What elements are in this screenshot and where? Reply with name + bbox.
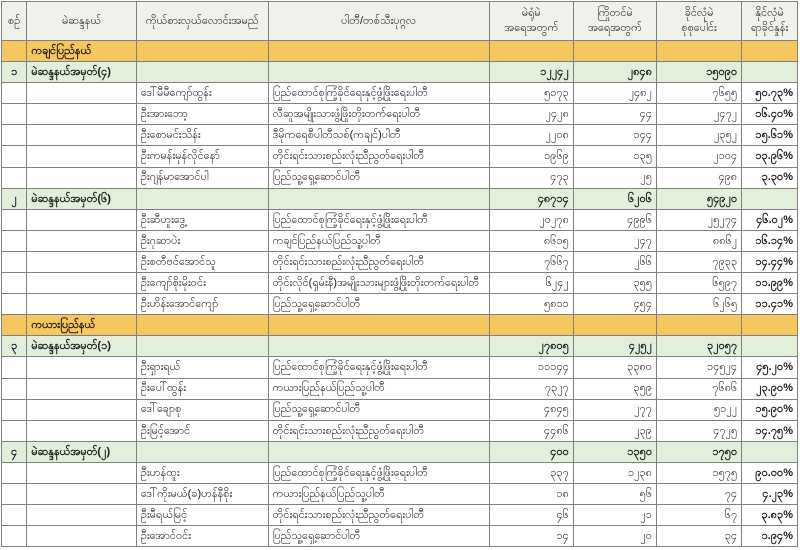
constituency-total-row-cell: ၁ (2, 62, 27, 83)
candidate-row (2, 420, 798, 441)
candidate-row-cell (2, 167, 27, 188)
candidate-row-cell: ဦးဂျန်မာအောင်ပါ (136, 167, 268, 188)
candidate-row-cell: ၃၅၅ (573, 273, 656, 294)
candidate-row-cell: ဦးဆီဟူးဒွေ့ (136, 209, 268, 230)
constituency-total-row (2, 441, 798, 462)
candidate-row-cell: ၃.၃၀% (742, 167, 798, 188)
candidate-row-cell: ပြည်သူ့ရှေ့ဆောင်ပါတီ (268, 399, 489, 420)
candidate-row (2, 125, 798, 146)
candidate-row (2, 209, 798, 230)
constituency-total-row-cell: ၆၂၀၆ (573, 188, 656, 209)
candidate-row (2, 462, 798, 483)
candidate-row-cell: ၅၆ (573, 483, 656, 504)
candidate-row-cell: ၁၆.၁၄% (742, 230, 798, 251)
candidate-row-cell: ၄၉၈ (657, 167, 742, 188)
candidate-row-cell: ၄၉၉၆ (573, 209, 656, 230)
candidate-row-cell: ဦးဟိန်းအောင်ကျော် (136, 294, 268, 315)
candidate-row-cell: ၂၅ (573, 167, 656, 188)
candidate-row-cell: ၄၈၄၅ (489, 399, 573, 420)
state-row-cell (657, 41, 742, 62)
candidate-row-cell (27, 505, 137, 526)
candidate-row-cell: ၂၁၀၄ (657, 146, 742, 167)
candidate-row-cell (27, 209, 137, 230)
candidate-row-cell: တိုင်းလိုင်(ရှမ်းနီ)အမျိုးသားများဖွံ့ဖြိုးတိုးတက်ရေးပါတီ (268, 273, 489, 294)
candidate-row-cell: ၂၄၇ (573, 230, 656, 251)
constituency-total-row-cell: ၂၇၈၀၅ (489, 336, 573, 357)
candidate-row-cell: ၄.၂၃% (742, 483, 798, 504)
constituency-total-row-cell: ၄၈၇၁၄ (489, 188, 573, 209)
state-row-cell (573, 41, 656, 62)
candidate-row-cell: ဦးပေါ်ထွန်း (136, 378, 268, 399)
constituency-total-row-cell: မဲဆန္ဒနယ်အမှတ်(၆) (27, 188, 137, 209)
candidate-row-cell: ဒေါ်ချောစု (136, 399, 268, 420)
constituency-total-row-cell: ၄ (2, 441, 27, 462)
candidate-row-cell: ဦးစောမင်းသိန်း (136, 125, 268, 146)
col-constituency: မဲဆန္ဒနယ် (27, 2, 137, 41)
candidate-row-cell: ၂၁ (573, 505, 656, 526)
candidate-row-cell: ဦးစတီဗင်အောင်သူ (136, 251, 268, 272)
candidate-row-cell (2, 104, 27, 125)
candidate-row-cell (2, 125, 27, 146)
candidate-row-cell (2, 378, 27, 399)
col-advance-votes: ကြိုတင်မဲ အရေအတွက် (573, 2, 656, 41)
constituency-total-row-cell (268, 188, 489, 209)
candidate-row-cell (27, 125, 137, 146)
candidate-row-cell (2, 526, 27, 547)
candidate-row-cell: ၁၅.၉၀% (742, 399, 798, 420)
candidate-row-cell: တိုင်းရင်းသားစည်းလုံးညီညွတ်ရေးပါတီ (268, 505, 489, 526)
candidate-row-cell: ၄၅.၂၀% (742, 357, 798, 378)
candidate-row-cell (2, 273, 27, 294)
candidate-row-cell: ၉၀.၀၀% (742, 462, 798, 483)
candidate-row-cell: ၂၃၉ (573, 420, 656, 441)
candidate-row-cell: ၂၂၀၈ (489, 125, 573, 146)
candidate-row-cell (2, 483, 27, 504)
candidate-row-cell (2, 505, 27, 526)
candidate-row-cell: ၁၄၄ (573, 125, 656, 146)
candidate-row-cell: ၁၄.၇၅% (742, 420, 798, 441)
candidate-row (2, 251, 798, 272)
candidate-row-cell: ၈၈၆၂ (657, 230, 742, 251)
candidate-row-cell: ဦးကမန်းမုန်လိုင်နော် (136, 146, 268, 167)
constituency-total-row-cell: မဲဆန္ဒနယ်အမှတ်(၄) (27, 62, 137, 83)
candidate-row-cell (27, 378, 137, 399)
candidate-row-cell: ၁၆.၄၀% (742, 104, 798, 125)
state-row-cell (742, 315, 798, 336)
candidate-row-cell: ၄၇၃ (489, 167, 573, 188)
constituency-total-row (2, 336, 798, 357)
col-serial: စဉ် (2, 2, 27, 41)
col-booth-votes: မဲရုံမဲ အရေအတွက် (489, 2, 573, 41)
constituency-total-row-cell: ၅၄၉၂၀ (657, 188, 742, 209)
candidate-row-cell: လီဆူအမျိုးသားဖွံ့ဖြိုးတိုးတက်ရေးပါတီ (268, 104, 489, 125)
candidate-row-cell: ၇၉၃၃ (657, 251, 742, 272)
state-row-cell (657, 315, 742, 336)
candidate-row-cell: ၃၄ (657, 526, 742, 547)
candidate-row-cell: ၂၅၂၇၄ (657, 209, 742, 230)
constituency-total-row-cell: ၄၂၅၂ (573, 336, 656, 357)
candidate-row-cell: ကယားပြည်နယ်ပြည်သူ့ပါတီ (268, 378, 489, 399)
candidate-row-cell (27, 526, 137, 547)
candidate-row-cell: ပြည်သူ့ရှေ့ဆောင်ပါတီ (268, 294, 489, 315)
candidate-row (2, 104, 798, 125)
candidate-row-cell (27, 83, 137, 104)
constituency-total-row-cell: ၁၃၅၀ (573, 441, 656, 462)
constituency-total-row-cell: ၂၈၄၈ (573, 62, 656, 83)
candidate-row-cell: ၁၁၁၄၄ (489, 357, 573, 378)
candidate-row-cell: ၄၇၂၅ (657, 420, 742, 441)
candidate-row-cell: ၆၇ (657, 505, 742, 526)
constituency-total-row (2, 62, 798, 83)
constituency-total-row-cell (742, 62, 798, 83)
constituency-total-row-cell (742, 336, 798, 357)
candidate-row-cell (2, 399, 27, 420)
candidate-row (2, 378, 798, 399)
state-row (2, 315, 798, 336)
constituency-total-row-cell (742, 441, 798, 462)
candidate-row-cell: ဦးအောင်ဝင်း (136, 526, 268, 547)
candidate-row-cell (27, 357, 137, 378)
constituency-total-row-cell (136, 188, 268, 209)
candidate-row-cell: ၂၀ (573, 526, 656, 547)
candidate-row-cell: ၃.၈၃% (742, 505, 798, 526)
candidate-row (2, 83, 798, 104)
candidate-row-cell (27, 294, 137, 315)
candidate-row-cell (2, 357, 27, 378)
candidate-row-cell: ကယားပြည်နယ်ပြည်သူ့ပါတီ (268, 483, 489, 504)
candidate-row (2, 526, 798, 547)
candidate-row-cell: ၁၄.၄၄% (742, 251, 798, 272)
candidate-row-cell: ၂၄၂၈ (489, 104, 573, 125)
table-header (2, 2, 798, 41)
candidate-row-cell (27, 146, 137, 167)
candidate-row-cell: ၁၁.၄၁% (742, 294, 798, 315)
table-body (2, 41, 798, 547)
candidate-row-cell: တိုင်းရင်းသားစည်းလုံးညီညွတ်ရေးပါတီ (268, 146, 489, 167)
state-row (2, 41, 798, 62)
candidate-row-cell (27, 167, 137, 188)
candidate-row-cell: ၃၅၉ (573, 378, 656, 399)
col-candidate-name: ကိုယ်စားလှယ်လောင်းအမည် (136, 2, 268, 41)
candidate-row-cell: ဒီမိုကရေစီပါတီသစ်(ကချင်)ပါတီ (268, 125, 489, 146)
constituency-total-row-cell: ၁၇၅၀ (657, 441, 742, 462)
candidate-row-cell: ၅၈၁၁ (489, 294, 573, 315)
col-valid-percent: နိုင်လုံမဲ ရာခိုင်နှုန်း (742, 2, 798, 41)
candidate-row-cell: ၁၃၅ (573, 146, 656, 167)
candidate-row-cell (27, 399, 137, 420)
candidate-row-cell: ပြည်သူ့ရှေ့ဆောင်ပါတီ (268, 526, 489, 547)
candidate-row-cell: ၂၄၈၂ (573, 83, 656, 104)
candidate-row-cell: ပြည်ထောင်စုကြံ့ခိုင်ရေးနှင့်ဖွံ့ဖြိုးရေးပါတီ (268, 462, 489, 483)
candidate-row-cell: ၇၄ (657, 483, 742, 504)
candidate-row-cell (2, 251, 27, 272)
constituency-total-row-cell (268, 441, 489, 462)
candidate-row-cell: ဦးဂုဆာပဲး (136, 230, 268, 251)
state-row-cell (742, 41, 798, 62)
state-row-cell (573, 315, 656, 336)
constituency-total-row-cell (268, 336, 489, 357)
constituency-total-row-cell (268, 62, 489, 83)
candidate-row (2, 399, 798, 420)
candidate-row-cell: တိုင်းရင်းသားစည်းလုံးညီညွတ်ရေးပါတီ (268, 251, 489, 272)
candidate-row (2, 273, 798, 294)
candidate-row (2, 230, 798, 251)
candidate-row-cell: ၁၉၆၉ (489, 146, 573, 167)
candidate-row-cell: ၁၂၃၈ (573, 462, 656, 483)
state-row-cell (2, 315, 27, 336)
candidate-row-cell: ၇၆၈၆ (657, 378, 742, 399)
candidate-row-cell: ပြည်ထောင်စုကြံ့ခိုင်ရေးနှင့်ဖွံ့ဖြိုးရေးပါတီ (268, 209, 489, 230)
candidate-row-cell: ၁၁.၉၉% (742, 273, 798, 294)
state-row-cell (489, 315, 573, 336)
candidate-row-cell: ဦးရှားရယ် (136, 357, 268, 378)
candidate-row-cell: ပြည်ထောင်စုကြံ့ခိုင်ရေးနှင့်ဖွံ့ဖြိုးရေးပါတီ (268, 83, 489, 104)
candidate-row-cell: ဦးမီရယ်မြင့် (136, 505, 268, 526)
constituency-total-row-cell: ၁၂၂၄၂ (489, 62, 573, 83)
candidate-row-cell (2, 83, 27, 104)
candidate-row-cell: ဦးအားဘော့ (136, 104, 268, 125)
candidate-row-cell: ၁၄၅၂၄ (657, 357, 742, 378)
candidate-row-cell (27, 420, 137, 441)
col-party: ပါတီ/တစ်သီးပုဂ္ဂလ (268, 2, 489, 41)
candidate-row-cell: ၂၇၇ (573, 399, 656, 420)
candidate-row-cell (27, 273, 137, 294)
candidate-row (2, 483, 798, 504)
constituency-total-row-cell (136, 336, 268, 357)
candidate-row (2, 294, 798, 315)
candidate-row (2, 505, 798, 526)
header-row (2, 2, 798, 41)
candidate-row-cell: ၄၅၄ (573, 294, 656, 315)
candidate-row-cell: ၂၃၅၂ (657, 125, 742, 146)
candidate-row-cell: ၄၄၈၆ (489, 420, 573, 441)
candidate-row-cell: တိုင်းရင်းသားစည်းလုံးညီညွတ်ရေးပါတီ (268, 420, 489, 441)
candidate-row-cell: ၅၁၂၂ (657, 399, 742, 420)
candidate-row-cell: ၁၃.၉၆% (742, 146, 798, 167)
candidate-row (2, 146, 798, 167)
candidate-row-cell: ၇၆၅၅ (657, 83, 742, 104)
candidate-row-cell: ၁၄ (489, 526, 573, 547)
candidate-row-cell: ၅၁၇၃ (489, 83, 573, 104)
candidate-row-cell: ၂၄၇၂ (657, 104, 742, 125)
candidate-row-cell: ၄၄ (573, 104, 656, 125)
state-row-cell (268, 41, 489, 62)
candidate-row-cell: ၇၆၆၇ (489, 251, 573, 272)
candidate-row-cell: ၆၂၆၅ (657, 294, 742, 315)
candidate-row-cell: ဦးမြင့်အောင် (136, 420, 268, 441)
col-valid-total: ခိုင်လုံမဲ စုစုပေါင်း (657, 2, 742, 41)
constituency-total-row-cell: ၃၂၀၅၇ (657, 336, 742, 357)
candidate-row-cell: ၃၃၈၀ (573, 357, 656, 378)
candidate-row-cell: ဦးကျော်စိုးမိုးဝင်း (136, 273, 268, 294)
candidate-row-cell: ၁၅၇၅ (657, 462, 742, 483)
candidate-row-cell: ၃၃၇ (489, 462, 573, 483)
candidate-row-cell: ဒေါ်ကိုးမယ်(ခ)ဟန်နီစိုး (136, 483, 268, 504)
candidate-row-cell (2, 294, 27, 315)
constituency-total-row-cell: မဲဆန္ဒနယ်အမှတ်(၂) (27, 441, 137, 462)
candidate-row-cell: ၂၃.၉၀% (742, 378, 798, 399)
candidate-row-cell: ၄၆.၀၂% (742, 209, 798, 230)
candidate-row-cell: ၆၅၉၇ (657, 273, 742, 294)
constituency-total-row-cell (136, 441, 268, 462)
candidate-row-cell: ဦးဟန်ထူး (136, 462, 268, 483)
state-row-cell: ကယားပြည်နယ် (27, 315, 137, 336)
candidate-row-cell (2, 420, 27, 441)
constituency-total-row-cell: ၁၅၀၉၀ (657, 62, 742, 83)
constituency-total-row-cell (136, 62, 268, 83)
candidate-row-cell: ၈၆၁၅ (489, 230, 573, 251)
constituency-total-row (2, 188, 798, 209)
candidate-row-cell: ၁.၉၄% (742, 526, 798, 547)
state-row-cell (2, 41, 27, 62)
state-row-cell (136, 315, 268, 336)
results-table (1, 1, 798, 547)
state-row-cell: ကချင်ပြည်နယ် (27, 41, 137, 62)
candidate-row-cell (2, 146, 27, 167)
candidate-row-cell (27, 230, 137, 251)
state-row-cell (136, 41, 268, 62)
candidate-row (2, 357, 798, 378)
candidate-row-cell: ၂၀၂၇၈ (489, 209, 573, 230)
candidate-row-cell: ကချင်ပြည်နယ်ပြည်သူ့ပါတီ (268, 230, 489, 251)
candidate-row-cell: ၆၂၄၂ (489, 273, 573, 294)
constituency-total-row-cell: ၄၀၀ (489, 441, 573, 462)
candidate-row-cell (27, 462, 137, 483)
candidate-row-cell: ၄၆ (489, 505, 573, 526)
candidate-row-cell: ပြည်ထောင်စုကြံ့ခိုင်ရေးနှင့်ဖွံ့ဖြိုးရေးပါတီ (268, 357, 489, 378)
candidate-row-cell (27, 251, 137, 272)
candidate-row-cell (2, 209, 27, 230)
candidate-row-cell (2, 230, 27, 251)
candidate-row-cell (27, 104, 137, 125)
state-row-cell (268, 315, 489, 336)
candidate-row (2, 167, 798, 188)
candidate-row-cell: ၇၃၂၇ (489, 378, 573, 399)
candidate-row-cell: ၅၀.၇၃% (742, 83, 798, 104)
constituency-total-row-cell (742, 188, 798, 209)
candidate-row-cell: ၂၆၆ (573, 251, 656, 272)
candidate-row-cell: ပြည်သူ့ရှေ့ဆောင်ပါတီ (268, 167, 489, 188)
candidate-row-cell (27, 483, 137, 504)
candidate-row-cell (2, 462, 27, 483)
state-row-cell (489, 41, 573, 62)
candidate-row-cell: ဒေါ်မီမီကျော်ထွန်း (136, 83, 268, 104)
constituency-total-row-cell: မဲဆန္ဒနယ်အမှတ်(၁) (27, 336, 137, 357)
candidate-row-cell: ၁၈ (489, 483, 573, 504)
constituency-total-row-cell: ၂ (2, 188, 27, 209)
candidate-row-cell: ၁၅.၆၁% (742, 125, 798, 146)
constituency-total-row-cell: ၃ (2, 336, 27, 357)
